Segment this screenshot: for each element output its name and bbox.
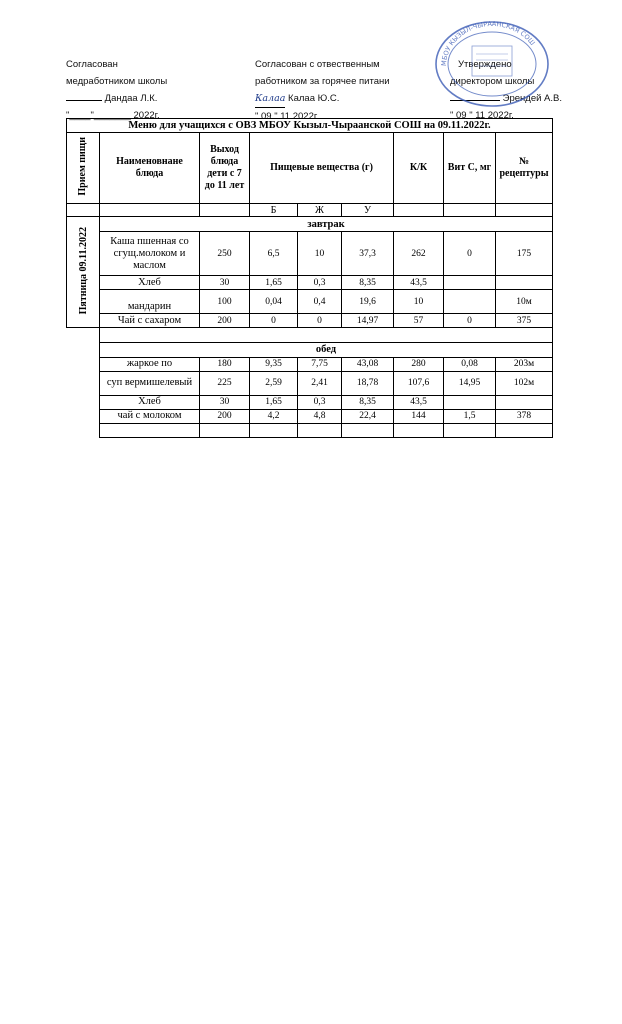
spacer-row	[67, 328, 553, 343]
table-header-row	[67, 133, 553, 204]
section-title: завтрак	[100, 217, 553, 232]
approval-director-name: Эрендей А.В.	[450, 90, 562, 107]
approval-medical-name: Дандаа Л.К.	[66, 90, 167, 107]
approval-catering-date: " 09 " 11 2022г.	[255, 111, 319, 122]
signature: Калаа	[255, 90, 285, 108]
approval-medical-date: "____"_______ 2022г.	[66, 110, 160, 121]
section-title: обед	[100, 342, 553, 357]
table-title-row	[67, 119, 553, 133]
approval-medical-line2: медработником школы	[66, 76, 168, 87]
sub-u: У	[342, 204, 394, 217]
sub-b: Б	[250, 204, 298, 217]
table-row: Каша пшенная со сгущ.молоком и маслом 250 6,5 10 37,3 262 0 175	[67, 232, 553, 276]
menu-table	[66, 118, 553, 438]
approval-catering-line2: работником за горячее питани	[255, 76, 390, 87]
table-row: жаркое по 180 9,35 7,75 43,08 280 0,08 203м	[67, 357, 553, 371]
nutrient-subheader-row	[67, 204, 553, 217]
sub-zh: Ж	[298, 204, 342, 217]
approval-director-date: " 09 " 11 2022г.	[450, 110, 514, 121]
approval-director-line1: Утверждено	[458, 59, 512, 70]
col-kk: К/К	[394, 133, 444, 204]
col-meal: Прием пищи	[67, 133, 100, 204]
approval-medical	[66, 56, 167, 124]
table-row: мандарин 100 0,04 0,4 19,6 10 10м	[67, 290, 553, 314]
col-dish: Наименовнане блюда	[100, 133, 200, 204]
day-label: Пятница 09.11.2022	[67, 217, 100, 328]
section-lunch	[67, 342, 553, 357]
col-yield: Выход блюда дети с 7 до 11 лет	[200, 133, 250, 204]
table-row: чай с молоком 200 4,2 4,8 22,4 144 1,5 378	[67, 409, 553, 423]
empty-row	[67, 423, 553, 437]
approval-catering	[255, 56, 390, 125]
svg-text:МБОУ КЫЗЫЛ-ЧЫРААНСКАЯ СОШ: МБОУ КЫЗЫЛ-ЧЫРААНСКАЯ СОШ	[439, 19, 537, 67]
approval-catering-name: Калаа Калаа Ю.С.	[255, 90, 390, 108]
table-title: Меню для учащихся с ОВЗ МБОУ Кызыл-Чыраанской СОШ на 09.11.2022г.	[67, 119, 553, 133]
col-vitc: Вит С, мг	[444, 133, 496, 204]
table-row: Хлеб 30 1,65 0,3 8,35 43,5	[67, 395, 553, 409]
approval-director-line2: директором школы	[450, 76, 535, 87]
col-nutrients: Пищевые вещества (г)	[250, 133, 394, 204]
school-stamp-icon	[432, 16, 552, 108]
approval-medical-line1: Согласован	[66, 59, 118, 70]
table-row: Хлеб 30 1,65 0,3 8,35 43,5	[67, 276, 553, 290]
table-row: суп вермишелевый 225 2,59 2,41 18,78 107,6 14,95 102м	[67, 371, 553, 395]
approval-catering-line1: Согласован с отвественным	[255, 59, 380, 70]
table-row: Чай с сахаром 200 0 0 14,97 57 0 375	[67, 314, 553, 328]
section-breakfast	[67, 217, 553, 232]
col-recipe: № рецептуры	[496, 133, 553, 204]
